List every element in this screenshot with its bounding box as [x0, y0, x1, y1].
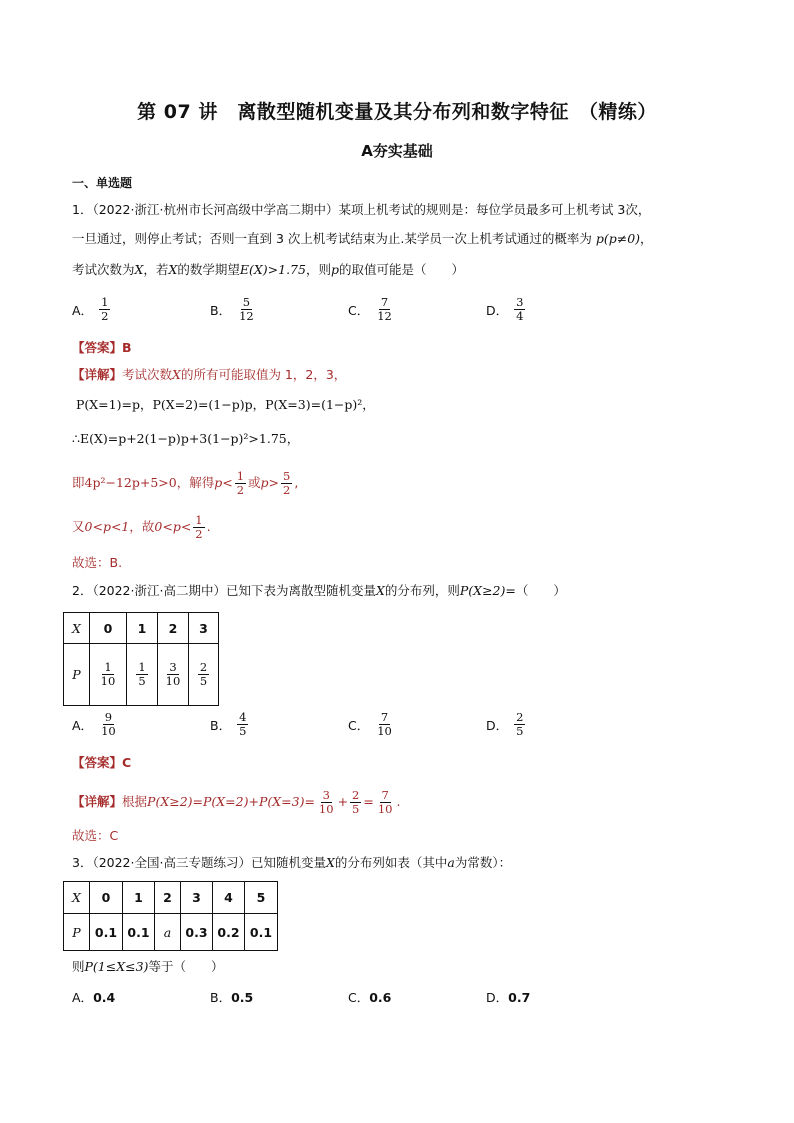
q1-line1: 1．（2022·浙江·杭州市长河高级中学高二期中）某项上机考试的规则是：每位学员最多可上机考试 3次，	[72, 202, 651, 217]
q3-option-a[interactable]: A．0.4	[72, 990, 116, 1005]
q3-x-cell: 2	[155, 882, 181, 914]
q1-detail-line2: P(X=1)=p，P(X=2)=(1−p)p，P(X=3)=(1−p)²，	[76, 397, 375, 412]
q3-table-row-p	[64, 914, 278, 951]
q3-p-cell: 0.1	[245, 914, 278, 951]
q3-option-d[interactable]: D．0.7	[486, 990, 531, 1005]
q1-conclusion: 故选：B.	[72, 555, 123, 570]
q2-x-cell: 1	[127, 613, 158, 644]
q2-p-cell: $\frac{1}{5}$	[127, 644, 158, 706]
q1-detail-line3: ∴E(X)=p+2(1−p)p+3(1−p)²>1.75，	[72, 431, 300, 446]
page-title: 第 07 讲 离散型随机变量及其分布列和数字特征 （精练）	[137, 101, 657, 123]
q3-p-cell: 0.3	[181, 914, 213, 951]
q2-option-d[interactable]: D． $\frac{2}{5}$	[486, 710, 524, 738]
q3-distribution-table	[63, 881, 278, 951]
q2-p-cell: $\frac{3}{10}$	[158, 644, 189, 706]
q3-p-cell: 0.1	[90, 914, 123, 951]
q2-p-cell: $\frac{1}{10}$	[90, 644, 127, 706]
q2-option-b[interactable]: B． $\frac{4}{5}$	[210, 710, 247, 738]
q3-x-cell: 0	[90, 882, 123, 914]
q1-option-a[interactable]: A． $\frac{1}{2}$	[72, 295, 109, 323]
page-subtitle: A夯实基础	[361, 142, 433, 160]
q1-detail-line1: 【详解】考试次数X的所有可能取值为 1，2，3，	[72, 367, 347, 382]
q2-table-row-x	[64, 613, 219, 644]
q2-distribution-table	[63, 612, 219, 706]
q1-option-b[interactable]: B． $\frac{5}{12}$	[210, 295, 254, 323]
q3-x-cell: 1	[123, 882, 155, 914]
q3-x-cell: 5	[245, 882, 278, 914]
q2-x-cell: 3	[189, 613, 219, 644]
q3-option-c[interactable]: C．0.6	[348, 990, 392, 1005]
q3-table-row-x	[64, 882, 278, 914]
q2-option-c[interactable]: C． $\frac{7}{10}$	[348, 710, 392, 738]
q3-line2: 则P(1≤X≤3)等于（ ）	[72, 959, 224, 974]
q2-conclusion: 故选：C	[72, 828, 119, 843]
q1-line3: 考试次数为X，若X的数学期望E(X)>1.75，则p的取值可能是（ ）	[72, 262, 464, 277]
q3-p-cell: a	[155, 914, 181, 951]
q1-answer: 【答案】B	[72, 340, 132, 355]
q2-option-a[interactable]: A． $\frac{9}{10}$	[72, 710, 116, 738]
q2-p-header: P	[64, 644, 90, 706]
q2-p-cell: $\frac{2}{5}$	[189, 644, 219, 706]
q3-p-cell: 0.2	[213, 914, 245, 951]
q3-x-cell: 4	[213, 882, 245, 914]
q1-option-c[interactable]: C． $\frac{7}{12}$	[348, 295, 392, 323]
q3-p-cell: 0.1	[123, 914, 155, 951]
q3-option-b[interactable]: B．0.5	[210, 990, 254, 1005]
q2-x-cell: 2	[158, 613, 189, 644]
q2-detail: 【详解】根据P(X≥2)=P(X=2)+P(X=3)= $\frac{3}{10}$ + $\frac{2}{5}$ = $\frac{7}{10}$ .	[72, 788, 401, 816]
q3-x-header: X	[64, 882, 90, 914]
q3-x-cell: 3	[181, 882, 213, 914]
q1-line2: 一旦通过，则停止考试；否则一直到 3 次上机考试结束为止.某学员一次上机考试通过的概率为 p(p≠0)，	[72, 231, 653, 246]
q2-line1: 2．（2022·浙江·高二期中）已知下表为离散型随机变量X的分布列，则P(X≥2)=（ ）	[72, 583, 566, 598]
q3-line1: 3．（2022·全国·高三专题练习）已知随机变量X的分布列如表（其中a为常数）：	[72, 855, 512, 870]
q3-p-header: P	[64, 914, 90, 951]
q1-detail-line5: 又0<p<1，故0<p< $\frac{1}{2}$ .	[72, 513, 211, 541]
q2-table-row-p	[64, 644, 219, 706]
q1-option-d[interactable]: D． $\frac{3}{4}$	[486, 295, 524, 323]
q2-answer: 【答案】C	[72, 755, 132, 770]
q1-detail-line4: 即4p²−12p+5>0，解得p< $\frac{1}{2}$ 或p> $\frac{5}{2}$ ,	[72, 469, 299, 497]
q2-x-header: X	[64, 613, 90, 644]
q2-x-cell: 0	[90, 613, 127, 644]
section-heading: 一、单选题	[72, 176, 133, 190]
